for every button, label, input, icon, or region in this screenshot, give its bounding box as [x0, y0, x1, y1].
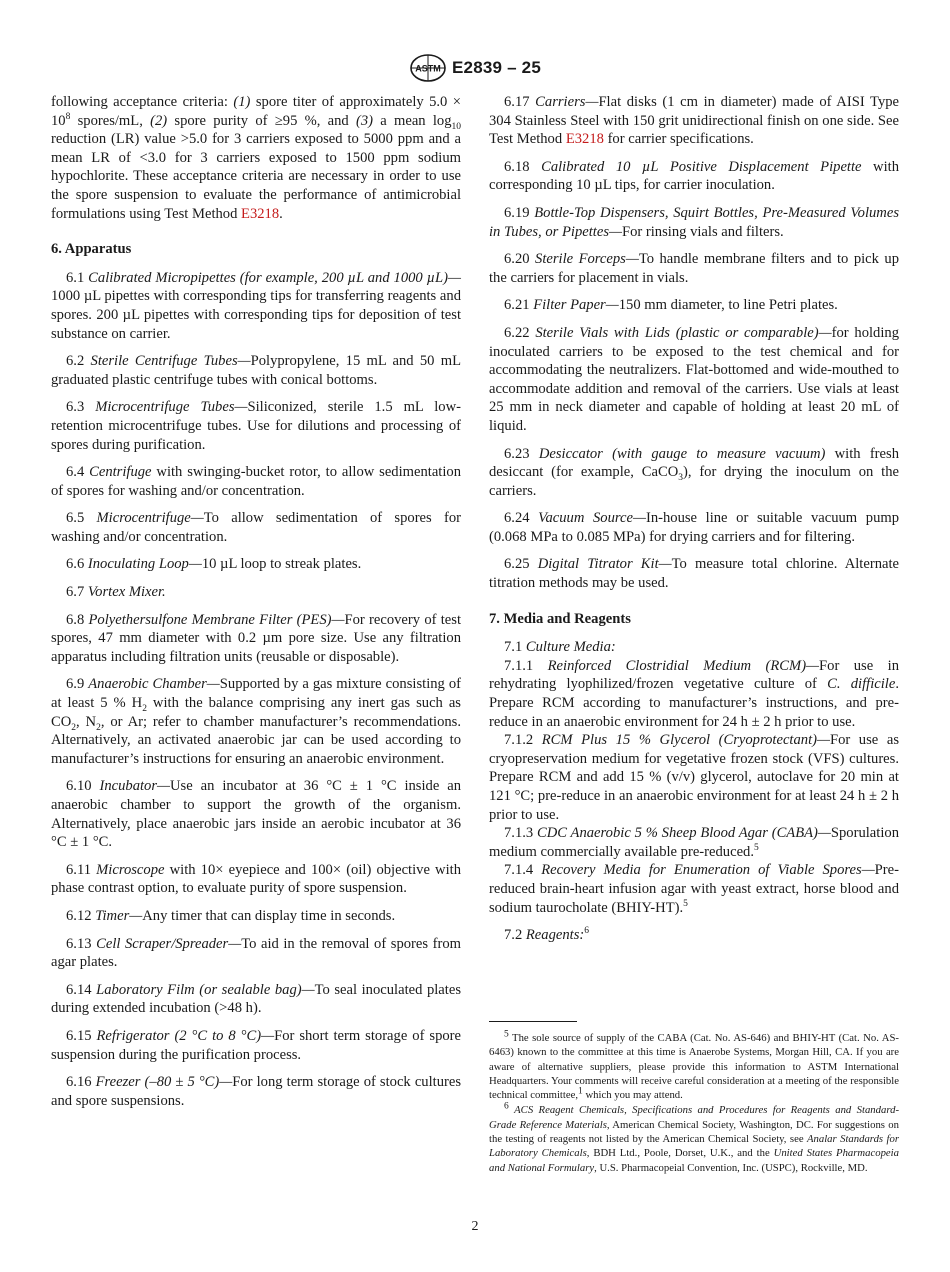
clause-7-1: 7.1 Culture Media:	[504, 639, 616, 656]
clause-7-1-1: 7.1.1 Reinforced Clostridial Medium (RCM)—For use in rehydrating lyophilized/frozen vegetative culture of C. difficile. Prepare RCM according to manufacturer’s instructions, and pre-reduce in an anaerobic environment for 24 h ± 2 h prior to use.	[489, 657, 900, 730]
clause-6-22: 6.22 Sterile Vials with Lids (plastic or comparable)—for holding inoculated carriers to be exposed to the test chemical and for accommodating the neutralizers. Flat-bottomed and wide-mouthed to accommodate addition and removal of the carriers. Use vials at least 25 mm in neck diameter and capable of holding at least 20 mL of liquid.	[489, 324, 899, 434]
clause-6-2: 6.2 Sterile Centrifuge Tubes—Polypropylene, 15 mL and 50 mL graduated plastic centrifuge tubes with conical bottoms.	[51, 353, 461, 388]
clause-6-4: 6.4 Centrifuge with swinging-bucket rotor, to allow sedimentation of spores for washing and/or concentration.	[51, 464, 462, 499]
clause-7-1-3: 7.1.3 CDC Anaerobic 5 % Sheep Blood Agar (CABA)—Sporulation medium commercially available pre-reduced.$^5$	[489, 825, 899, 860]
clause-6-17: 6.17 Carriers—Flat disks (1 cm in diameter) made of AISI Type 304 Stainless Steel with 150 grit unidirectional finish on one side. See Test Method E3218 for carrier specifications.	[489, 94, 900, 148]
footnote-ref: 6	[584, 926, 589, 937]
left-column	[51, 93, 461, 1110]
footnote-ref: 5	[754, 842, 759, 853]
clause-6-23: 6.23 Desiccator (with gauge to measure vacuum) with fresh desiccant (for example, CaCO$_3$), for drying the inoculum on the carriers.	[489, 445, 899, 499]
page-header	[0, 52, 950, 84]
clause-6-16: 6.16 Freezer (–80 ± 5 °C)—For long term storage of stock cultures and spore suspensions.	[51, 1074, 462, 1109]
clause-6-25: 6.25 Digital Titrator Kit—To measure total chlorine. Alternate titration methods may be used.	[489, 556, 899, 592]
clause-7-1-4: 7.1.4 Recovery Media for Enumeration of Viable Spores—Pre-reduced brain-heart infusion agar with yeast extract, horse blood and sodium taurocholate (BHIY-HT).$^5$	[489, 862, 899, 916]
astm-logo-icon	[408, 52, 448, 84]
right-column	[489, 93, 899, 945]
page-number: 2	[471, 1219, 479, 1234]
footnote-rule	[489, 1021, 577, 1022]
footnote-5: $^5$ The sole source of supply of the CABA (Cat. No. AS-646) and BHIY-HT (Cat. No. AS-6463) known to the committee at this time is Anaerobe Systems, Morgan Hill, CA. If you are aware of alternative suppliers, please provide this information to ASTM International Headquarters. Your comments will receive careful consideration at a meeting of the responsible technical committee,$^1$ which you may attend.	[489, 1029, 899, 1102]
logo-text: ASTM	[415, 63, 441, 74]
section-heading-media-reagents: 7. Media and Reagents	[489, 610, 631, 627]
clause-6-19: 6.19 Bottle-Top Dispensers, Squirt Bottles, Pre-Measured Volumes in Tubes, or Pipettes—For rinsing vials and filters.	[489, 204, 899, 240]
section-heading-apparatus: 6. Apparatus	[51, 241, 132, 258]
clause-6-20: 6.20 Sterile Forceps—To handle membrane filters and to pick up the carriers for placement in vials.	[489, 251, 900, 286]
document-code: E2839 – 25	[452, 58, 541, 77]
clause-6-18: 6.18 Calibrated 10 µL Positive Displacement Pipette with corresponding 10 µL tips, for carrier inoculation.	[489, 158, 900, 194]
test-method-link[interactable]: E3218	[565, 131, 604, 148]
clause-6-1: 6.1 Calibrated Micropipettes (for example, 200 µL and 1000 µL)—1000 µL pipettes with corresponding tips for transferring reagents and spores. 200 µL pipettes with corresponding tips for deposition of test substance on carrier.	[51, 269, 462, 342]
clause-6-15: 6.15 Refrigerator (2 °C to 8 °C)—For short term storage of spore suspension during the purification process.	[51, 1027, 462, 1063]
clause-6-3: 6.3 Microcentrifuge Tubes—Siliconized, sterile 1.5 mL low-retention microcentrifuge tubes. Use for dilutions and processing of spores during purification.	[51, 399, 462, 453]
clause-6-5: 6.5 Microcentrifuge—To allow sedimentation of spores for washing and/or concentration.	[51, 510, 461, 545]
clause-6-7: 6.7 Vortex Mixer.	[66, 584, 166, 601]
footnote-ref: 5	[683, 898, 688, 909]
clause-6-9: 6.9 Anaerobic Chamber—Supported by a gas mixture consisting of at least 5 % $H_2$ with the balance comprising any inert gas such as $CO_2$, $N_2$, or Ar; refer to chamber manufacturer’s recommendations. Alternatively, an activated anaerobic jar can be used according to manufacturer’s instructions for ensuring an anaerobic environment.	[51, 676, 461, 767]
clause-6-14: 6.14 Laboratory Film (or sealable bag)—To seal inoculated plates during extended incubation (>48 h).	[51, 981, 461, 1017]
footnote-6: $^6$ ACS Reagent Chemicals, Specifications and Procedures for Reagents and Standard-Grade Reference Materials, American Chemical Society, Washington, DC. For suggestions on the testing of reagents not listed by the American Chemical Society, see Analar Standards for Laboratory Chemicals, BDH Ltd., Poole, Dorset, U.K., and the United States Pharmacopeia and National Formulary, U.S. Pharmacopeial Convention, Inc. (USPC), Rockville, MD.	[489, 1101, 900, 1174]
clause-6-6: 6.6 Inoculating Loop—10 µL loop to streak plates.	[66, 556, 362, 573]
clause-7-1-2: 7.1.2 RCM Plus 15 % Glycerol (Cryoprotectant)—For use as cryopreservation medium for vegetative frozen stock (VFS) cultures. Prepare RCM and add 15 % (v/v) glycerol, autoclave for 20 min at 121 °C; pre-reduce in an anaerobic environment for at least 24 h ± 2 h prior to use.	[489, 732, 899, 823]
clause-6-21: 6.21 Filter Paper—150 mm diameter, to line Petri plates.	[504, 297, 838, 314]
clause-6-12: 6.12 Timer—Any timer that can display time in seconds.	[66, 907, 396, 924]
intro-paragraph: following acceptance criteria: (1) spore titer of approximately $5.0 \times 10^8$ spores/mL, (2) spore purity of ≥95 %, and (3) a mean $\log_{10}$ reduction (LR) value >5.0 for 3 carriers exposed to 5000 ppm and a mean LR of <3.0 for 3 carriers exposed to 1500 ppm sodium hypochlorite. These acceptance criteria are necessary in order to use the spore suspension to evaluate the performance of antimicrobial formulations using Test Method E3218.	[51, 94, 461, 222]
clause-6-24: 6.24 Vacuum Source—In-house line or suitable vacuum pump (0.068 MPa to 0.085 MPa) for drying carriers and for filtering.	[489, 510, 900, 545]
clause-6-10: 6.10 Incubator—Use an incubator at 36 °C ± 1 °C inside an anaerobic chamber to support the growth of the organism. Alternatively, place anaerobic jars inside an aerobic incubator at 36 °C ± 1 °C.	[51, 778, 462, 851]
footnotes	[489, 1021, 899, 1176]
clause-7-2: 7.2 Reagents:$^6$	[504, 926, 589, 944]
clause-6-8: 6.8 Polyethersulfone Membrane Filter (PES)—For recovery of test spores, 47 mm diameter with 0.2 µm pore size. Use any filtration apparatus including filtration units (reusable or disposable).	[51, 611, 462, 665]
test-method-link[interactable]: E3218	[241, 205, 280, 222]
clause-6-13: 6.13 Cell Scraper/Spreader—To aid in the removal of spores from agar plates.	[51, 935, 462, 971]
clause-6-11: 6.11 Microscope with 10× eyepiece and 100× (oil) objective with phase contrast option, to evaluate purity of spore suspension.	[51, 861, 461, 897]
